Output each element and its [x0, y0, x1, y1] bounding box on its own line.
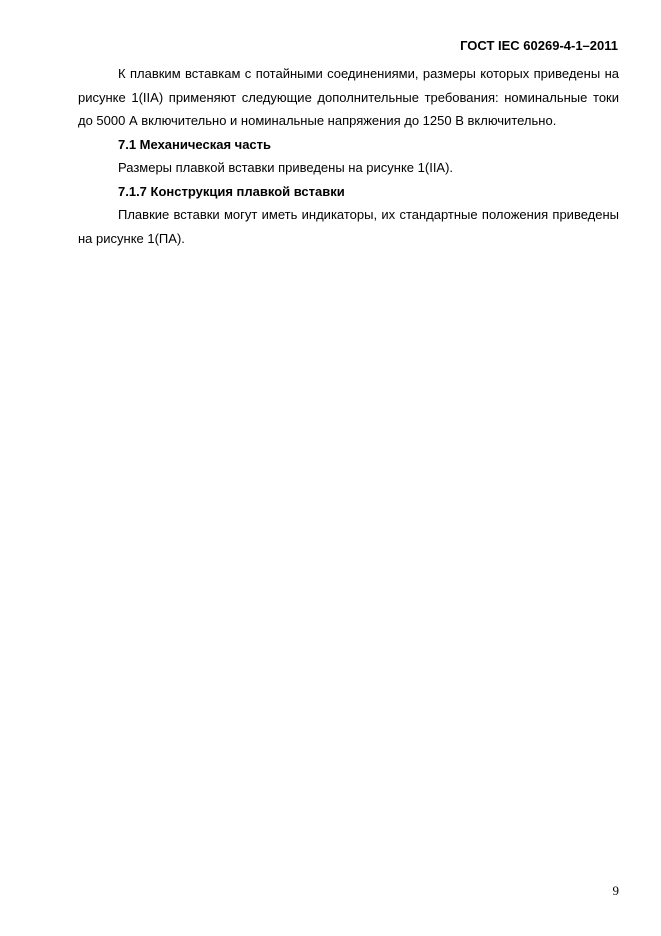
- document-body: [78, 62, 619, 250]
- page-number: 9: [612, 883, 619, 898]
- section-7-1-7-text: Плавкие вставки могут иметь индикаторы, их стандартные положения приведены на рисунке 1(ПА).: [78, 207, 619, 246]
- section-7-1-heading: 7.1 Механическая часть: [118, 136, 272, 152]
- section-7-1-7-heading: 7.1.7 Конструкция плавкой вставки: [118, 183, 345, 199]
- intro-paragraph: К плавким вставкам с потайными соединениями, размеры которых приведены на рисунке 1(IIA) применяют следующие дополнительные требования: номинальные токи до 5000 А включительно и номинальные напряжения до 1250 В включительно.: [78, 66, 619, 128]
- section-7-1-text: Размеры плавкой вставки приведены на рисунке 1(IIA).: [118, 160, 454, 175]
- document-code: ГОСТ IEC 60269-4-1–2011: [460, 38, 618, 53]
